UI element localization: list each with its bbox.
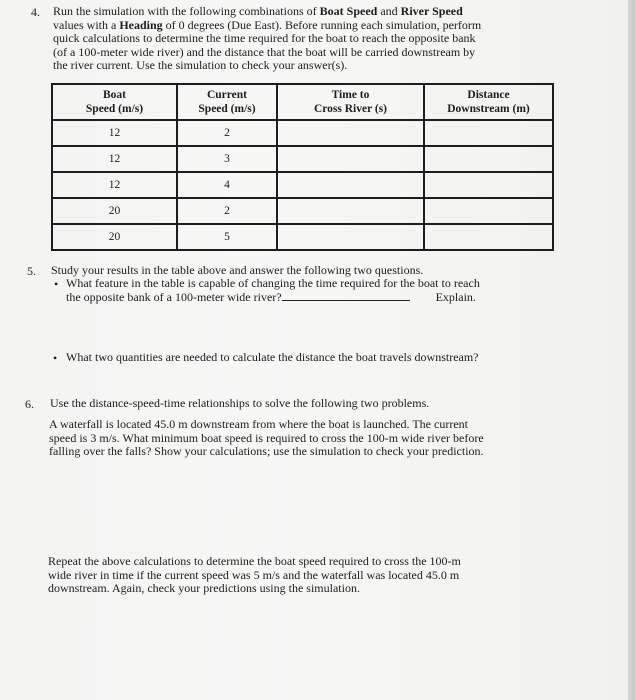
cell-current-speed: 2: [177, 120, 277, 146]
cell-boat-speed: 20: [52, 224, 177, 250]
q5-bullet1: What feature in the table is capable of changing the time required for the boat to reach the opposite bank of a 100-meter wide river? Explain.: [66, 276, 480, 304]
table-header-row: [52, 84, 553, 120]
page-edge: [628, 0, 635, 700]
cell-boat-speed: 12: [52, 120, 177, 146]
cell-time-answer[interactable]: [277, 198, 424, 224]
cell-current-speed: 3: [177, 146, 277, 172]
cell-time-answer[interactable]: [277, 146, 424, 172]
cell-time-answer[interactable]: [277, 120, 424, 146]
cell-current-speed: 2: [177, 198, 277, 224]
q6-problem2: Repeat the above calculations to determine the boat speed required to cross the 100-m wide river in time if the current speed was 5 m/s and the waterfall was located 45.0 m downstream. Again, check your predictions using the simulation.: [48, 554, 461, 596]
table-row: [52, 172, 553, 198]
q6-number: 6.: [25, 397, 34, 411]
cell-boat-speed: 12: [52, 172, 177, 198]
cell-boat-speed: 20: [52, 198, 177, 224]
q4-number: 4.: [31, 5, 40, 19]
results-table: [51, 83, 554, 251]
q5-intro: Study your results in the table above and answer the following two questions.: [51, 263, 424, 277]
cell-distance-answer[interactable]: [424, 120, 553, 146]
q5-number: 5.: [27, 264, 36, 278]
cell-distance-answer[interactable]: [424, 172, 553, 198]
q5-bullet2: What two quantities are needed to calculate the distance the boat travels downstream?: [66, 350, 479, 364]
cell-boat-speed: 12: [52, 146, 177, 172]
cell-distance-answer[interactable]: [424, 146, 553, 172]
cell-distance-answer[interactable]: [424, 224, 553, 250]
cell-distance-answer[interactable]: [424, 198, 553, 224]
q6-intro: Use the distance-speed-time relationships to solve the following two problems.: [50, 396, 430, 410]
table-row: [52, 146, 553, 172]
table-row: [52, 224, 553, 250]
table-row: [52, 198, 553, 224]
q6-problem1: A waterfall is located 45.0 m downstream from where the boat is launched. The current speed is 3 m/s. What minimum boat speed is required to cross the 100-m wide river before falling over the falls? Show your calculations; use the simulation to check your prediction.: [49, 417, 484, 459]
q4-text: Run the simulation with the following combinations of Boat Speed and River Speed values with a Heading of 0 degrees (Due East). Before running each simulation, perform quick calculations to determine the time required for the boat to reach the opposite bank (of a 100-meter wide river) and the distance that the boat will be carried downstream by the river current. Use the simulation to check your answer(s).: [53, 4, 482, 73]
header-boat-speed: Boat Speed (m/s): [52, 84, 177, 120]
cell-current-speed: 5: [177, 224, 277, 250]
header-time-to-cross: Time to Cross River (s): [277, 84, 424, 120]
cell-time-answer[interactable]: [277, 224, 424, 250]
answer-blank[interactable]: [282, 291, 410, 301]
cell-time-answer[interactable]: [277, 172, 424, 198]
bullet-icon: •: [53, 351, 58, 365]
header-current-speed: Current Speed (m/s): [177, 84, 277, 120]
table-row: [52, 120, 553, 146]
cell-current-speed: 4: [177, 172, 277, 198]
header-distance-downstream: Distance Downstream (m): [424, 84, 553, 120]
bullet-icon: •: [54, 277, 59, 291]
